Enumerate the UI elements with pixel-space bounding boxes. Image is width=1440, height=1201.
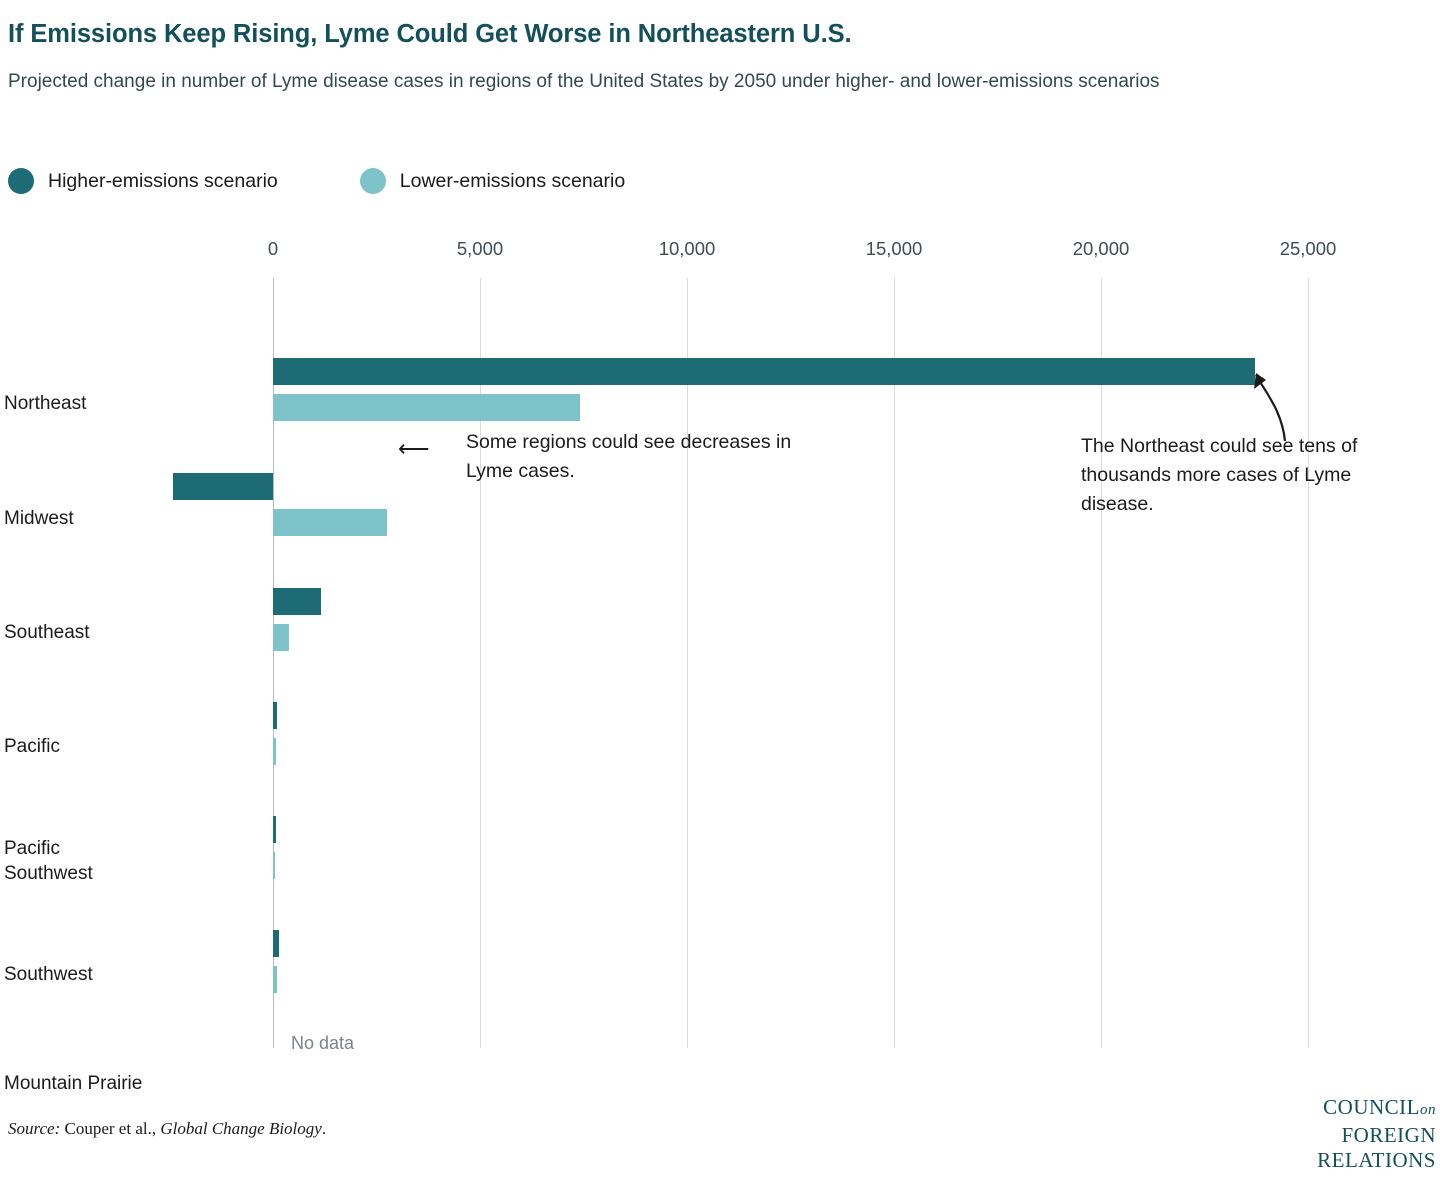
logo-line-3: RELATIONS: [1317, 1148, 1436, 1172]
legend-label: Higher-emissions scenario: [48, 169, 278, 192]
legend-label: Lower-emissions scenario: [399, 169, 626, 192]
bar-southeast-higher: [273, 588, 321, 615]
left-annotation-text: Some regions could see decreases in Lyme cases.: [466, 431, 792, 482]
chart-legend: [8, 168, 707, 194]
category-label-northeast: Northeast: [4, 393, 87, 414]
category-label-mountain-prairie: Mountain Prairie: [4, 1073, 143, 1094]
x-axis: [267, 230, 1337, 270]
cfr-logo: [1317, 1095, 1436, 1173]
bar-midwest-higher: [173, 473, 273, 500]
bar-southwest-higher: [273, 930, 279, 957]
source-text: Couper et al.,: [60, 1119, 161, 1138]
no-data-note: No data: [291, 1033, 355, 1053]
bar-southeast-lower: [273, 624, 289, 651]
category-label-southwest: Southwest: [4, 964, 93, 985]
bar-chart: [0, 230, 1440, 1094]
source-suffix: .: [321, 1119, 327, 1138]
legend-swatch-icon: [8, 168, 34, 194]
legend-item-lower-emissions: [360, 168, 625, 194]
legend-swatch-icon: [360, 168, 386, 194]
bar-pacific-southwest-higher: [273, 816, 276, 843]
logo-line-2: FOREIGN: [1341, 1123, 1436, 1147]
gridline-15000: [894, 278, 895, 1048]
x-tick-label: 5,000: [456, 238, 504, 259]
category-label-pacific-southwest: Pacific Southwest: [4, 838, 93, 884]
category-label-midwest: Midwest: [4, 508, 74, 529]
page-title: If Emissions Keep Rising, Lyme Could Get Worse in Northeastern U.S.: [8, 20, 852, 48]
right-annotation-text: The Northeast could see tens of thousands more cases of Lyme disease.: [1081, 435, 1358, 515]
logo-line-1: COUNCILon: [1323, 1095, 1436, 1119]
category-label-southeast: Southeast: [4, 622, 90, 643]
x-tick-label: 0: [267, 238, 279, 259]
source-prefix: Source:: [8, 1119, 61, 1138]
x-tick-label: 15,000: [865, 238, 923, 259]
bar-midwest-lower: [273, 509, 387, 536]
x-tick-label: 20,000: [1072, 238, 1130, 259]
left-annotation-arrow-icon: ⟵: [398, 436, 430, 461]
bar-pacific-southwest-lower: [273, 852, 275, 879]
legend-item-higher-emissions: [8, 168, 278, 194]
page-subtitle: Projected change in number of Lyme disease cases in regions of the United States by 2050 under higher- and lower-emissions scenarios: [8, 71, 1160, 92]
bar-pacific-higher: [273, 702, 277, 729]
gridline-10000: [687, 278, 688, 1048]
bar-northeast-lower: [273, 394, 580, 421]
x-tick-label: 25,000: [1279, 238, 1337, 259]
x-tick-label: 10,000: [658, 238, 716, 259]
source-publication: Global Change Biology: [160, 1119, 322, 1138]
bar-southwest-lower: [273, 966, 277, 993]
right-annotation-arrow-icon: [1230, 345, 1320, 445]
category-label-pacific: Pacific: [4, 736, 60, 757]
gridline-20000: [1101, 278, 1102, 1048]
source-note: [8, 1119, 326, 1139]
plot-area: [273, 278, 1315, 1053]
bar-northeast-higher: [273, 358, 1255, 385]
bar-pacific-lower: [273, 738, 276, 765]
